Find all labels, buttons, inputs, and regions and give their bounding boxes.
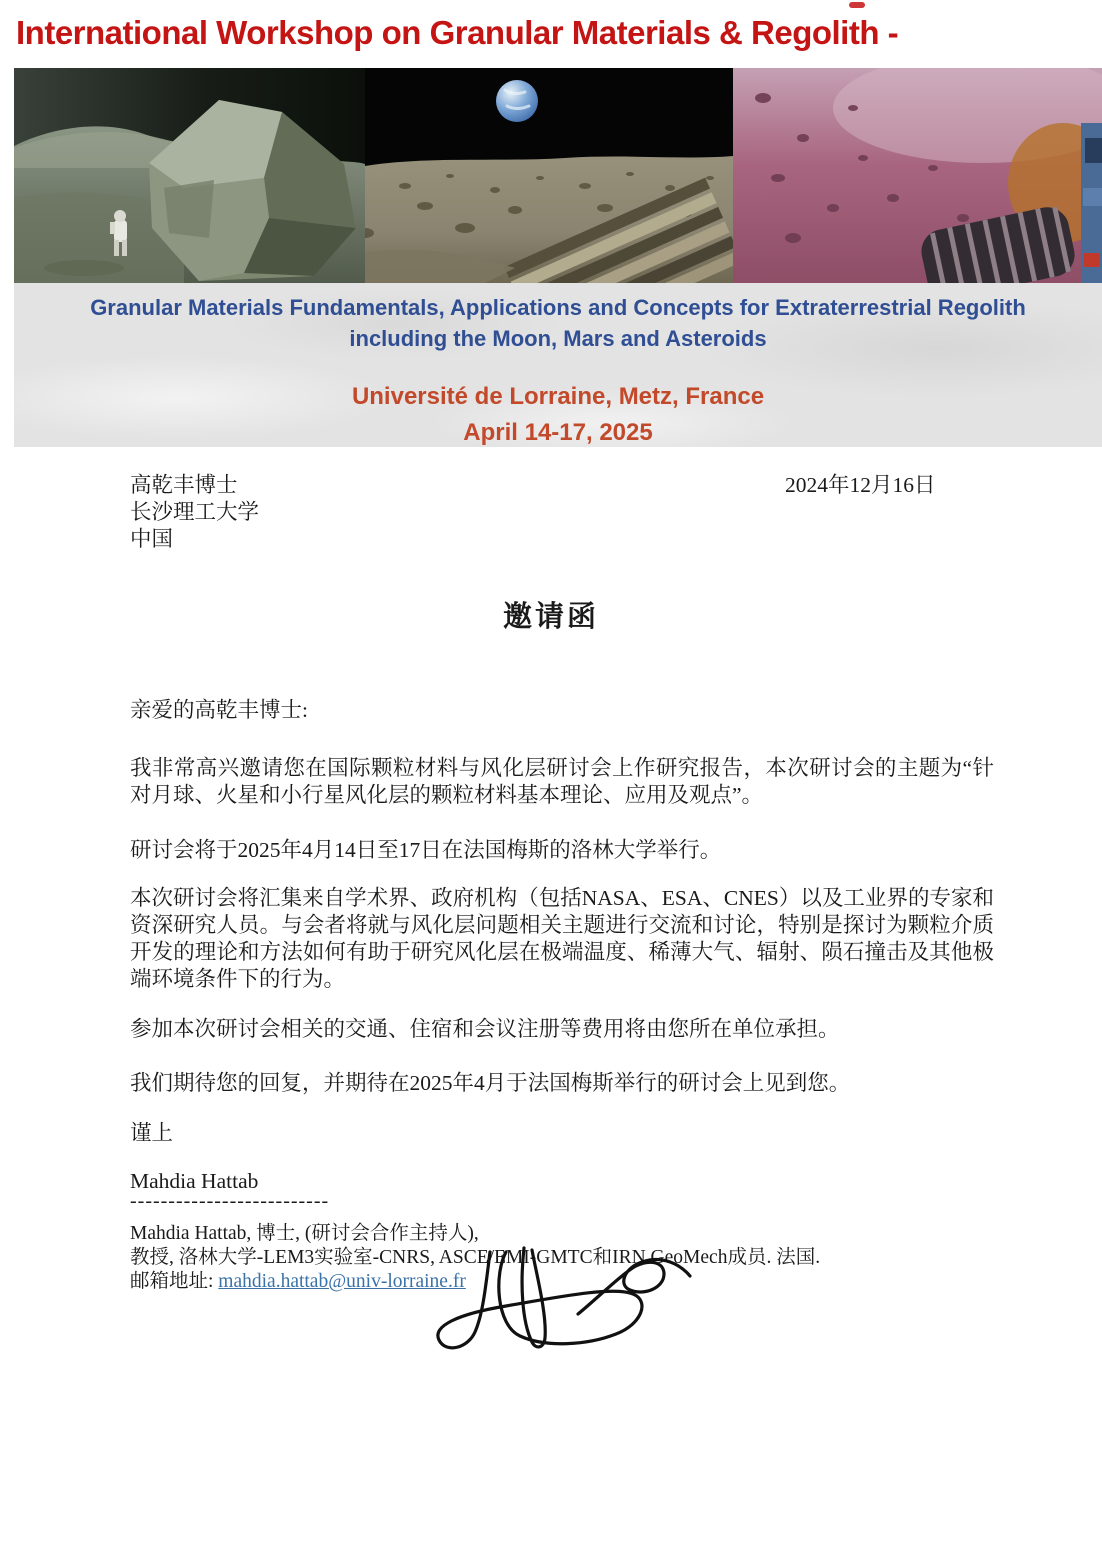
greeting: 亲爱的高乾丰博士:	[130, 698, 308, 722]
moon-earthrise-illustration	[365, 68, 733, 283]
letter-title: 邀请函	[502, 601, 599, 633]
recipient-org: 长沙理工大学	[130, 500, 260, 524]
recipient-country: 中国	[130, 527, 174, 551]
mars-rover-photo	[733, 68, 1102, 283]
recipient-block	[130, 472, 530, 553]
signer-name: Mahdia Hattab	[130, 1169, 259, 1193]
workshop-title: International Workshop on Granular Materials & Regolith -	[16, 14, 899, 51]
top-edge-red-artifact	[849, 2, 865, 8]
moon-earthrise-photo	[365, 68, 733, 283]
email-link[interactable]: mahdia.hattab@univ-lorraine.fr	[218, 1271, 466, 1292]
paragraph-participants: 本次研讨会将汇集来自学术界、政府机构（包括NASA、ESA、CNES）以及工业界的专家和资深研究人员。与会者将就与风化层问题相关主题进行交流和讨论，特别是探讨为颗粒介质开发的理论和方法如何有助于研究风化层在极端温度、稀薄大气、辐射、陨石撞击及其他极端环境条件下的行为。	[130, 886, 994, 991]
handwritten-signature	[428, 1244, 698, 1379]
signer-title-line1: Mahdia Hattab, 博士, (研讨会合作主持人),	[130, 1223, 479, 1244]
signer-title-line2: 教授, 洛林大学-LEM3实验室-CNRS, ASCE/EMI-GMTC和IRN GeoMech成员. 法国.	[130, 1247, 821, 1268]
mars-rover-illustration	[733, 68, 1102, 283]
earth-in-sky	[496, 80, 538, 122]
paragraph-invitation: 我非常高兴邀请您在国际颗粒材料与风化层研讨会上作研究报告，本次研讨会的主题为“针对月球、火星和小行星风化层的颗粒材料基本理论、应用及观点”。	[130, 756, 994, 807]
rover-body-edge	[1081, 123, 1102, 283]
banner-dates: April 14-17, 2025	[463, 419, 653, 446]
banner-subtitle-area	[14, 283, 1102, 447]
recipient-name: 高乾丰博士	[130, 473, 238, 497]
banner-subtitle-line1: Granular Materials Fundamentals, Applications and Concepts for Extraterrestrial Regolith	[90, 295, 1026, 320]
paragraph-costs: 参加本次研讨会相关的交通、住宿和会议注册等费用将由您所在单位承担。	[130, 1017, 840, 1041]
paragraph-reply: 我们期待您的回复，并期待在2025年4月于法国梅斯举行的研讨会上见到您。	[130, 1071, 851, 1095]
closing: 谨上	[130, 1121, 174, 1145]
email-label: 邮箱地址:	[130, 1271, 219, 1292]
banner-photo-strip	[14, 68, 1102, 283]
banner-subtitle-line2: including the Moon, Mars and Asteroids	[349, 326, 767, 351]
paragraph-dates-venue: 研讨会将于2025年4月14日至17日在法国梅斯的洛林大学举行。	[130, 838, 722, 862]
letter-date: 2024年12月16日	[785, 473, 936, 497]
moon-astronaut-photo	[14, 68, 365, 283]
moon-astronaut-illustration	[14, 68, 365, 283]
banner-venue: Université de Lorraine, Metz, France	[351, 383, 765, 410]
signature-divider: --------------------------	[130, 1190, 330, 1212]
